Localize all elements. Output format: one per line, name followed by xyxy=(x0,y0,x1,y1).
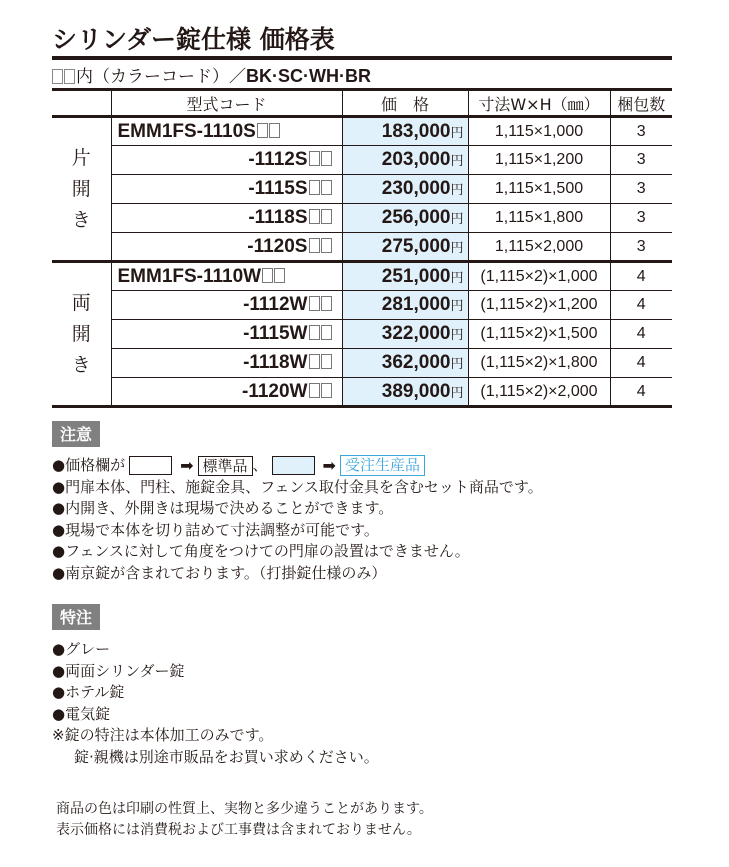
price-cell xyxy=(342,204,468,233)
table-row xyxy=(52,262,672,291)
table-row xyxy=(52,378,672,407)
price-cell xyxy=(342,233,468,262)
special-order-label: 特注 xyxy=(52,604,100,630)
package-count-cell: 3 xyxy=(610,204,672,233)
package-count-cell: 3 xyxy=(610,175,672,204)
footer-notes xyxy=(56,799,433,841)
price-table xyxy=(52,88,672,408)
price-value: 281,000 xyxy=(381,294,451,315)
title-rule xyxy=(52,56,672,60)
header-price: 価 格 xyxy=(342,90,468,117)
model-code-cell xyxy=(111,262,342,291)
model-code-cell xyxy=(111,146,342,175)
price-cell xyxy=(342,175,468,204)
color-placeholder-box xyxy=(321,325,332,340)
model-code: -1120W xyxy=(242,380,308,402)
price-cell xyxy=(342,291,468,320)
table-row xyxy=(52,146,672,175)
package-count-cell: 4 xyxy=(610,349,672,378)
footer-line: 表示価格には消費税および工事費は含まれておりません。 xyxy=(56,822,421,838)
header-model-code: 型式コード xyxy=(111,90,342,117)
model-code: -1120S xyxy=(247,235,308,257)
arrow-right-icon: ➡ xyxy=(180,456,194,475)
model-code: -1112W xyxy=(243,294,308,315)
color-placeholder-box xyxy=(309,180,320,195)
yen-unit: 円 xyxy=(450,183,464,198)
model-code-cell xyxy=(111,233,342,262)
model-code-cell xyxy=(111,349,342,378)
package-count-cell: 3 xyxy=(610,117,672,146)
price-value: 322,000 xyxy=(381,323,451,344)
color-placeholder-box xyxy=(52,69,63,84)
package-count-cell: 3 xyxy=(610,146,672,175)
yen-unit: 円 xyxy=(450,328,464,343)
special-item: ●電気錠 xyxy=(52,704,111,723)
model-code: -1118S xyxy=(248,207,308,228)
color-placeholder-box xyxy=(309,296,320,311)
yen-unit: 円 xyxy=(450,357,464,372)
color-code-values: BK·SC·WH·BR xyxy=(246,66,371,86)
header-package-count: 梱包数 xyxy=(610,90,672,117)
price-legend xyxy=(52,455,543,477)
group-label xyxy=(52,262,111,407)
color-placeholder-box xyxy=(274,268,285,283)
special-item: ●ホテル錠 xyxy=(52,683,125,701)
price-value: 256,000 xyxy=(381,207,451,228)
price-value: 251,000 xyxy=(381,265,451,287)
group-label-char: き xyxy=(71,208,91,231)
special-item: ●両面シリンダー錠 xyxy=(52,661,185,680)
arrow-right-icon: ➡ xyxy=(322,456,336,475)
legend-blue-box xyxy=(272,456,315,475)
table-row xyxy=(52,320,672,349)
model-code: EMM1FS-1110S xyxy=(117,120,256,142)
special-order-notes xyxy=(52,639,379,768)
table-header-row xyxy=(52,90,672,117)
table-row xyxy=(52,349,672,378)
group-label xyxy=(52,117,111,262)
table-row xyxy=(52,204,672,233)
price-value: 203,000 xyxy=(381,149,451,170)
color-placeholder-box xyxy=(309,209,320,224)
color-code-note xyxy=(52,62,371,87)
model-code-cell xyxy=(111,204,342,233)
page-title: シリンダー錠仕様 価格表 xyxy=(52,25,335,54)
size-cell: 1,115×1,200 xyxy=(468,146,610,175)
yen-unit: 円 xyxy=(450,240,464,256)
color-placeholder-box xyxy=(321,296,332,311)
table-row xyxy=(52,233,672,262)
table-row xyxy=(52,291,672,320)
legend-separator: 、 xyxy=(252,456,268,474)
group-label-char: 開 xyxy=(71,177,91,200)
model-code: -1115W xyxy=(243,323,308,344)
yen-unit: 円 xyxy=(450,154,464,169)
color-placeholder-box xyxy=(309,383,320,398)
color-placeholder-box xyxy=(321,151,332,166)
group-label-char: 開 xyxy=(71,322,91,345)
package-count-cell: 4 xyxy=(610,262,672,291)
model-code: EMM1FS-1110W xyxy=(117,265,262,287)
special-item: ※錠の特注は本体加工のみです。 xyxy=(52,726,274,744)
yen-unit: 円 xyxy=(450,125,464,141)
price-value: 230,000 xyxy=(381,178,451,199)
size-cell: 1,115×1,800 xyxy=(468,204,610,233)
package-count-cell: 3 xyxy=(610,233,672,262)
color-placeholder-box xyxy=(269,123,280,138)
caution-item: ●現場で本体を切り詰めて寸法調整が可能です。 xyxy=(52,520,379,539)
legend-prefix: ●価格欄が xyxy=(52,456,126,474)
size-cell: (1,115×2)×1,000 xyxy=(468,262,610,291)
size-cell: 1,115×2,000 xyxy=(468,233,610,262)
header-size: 寸法W×H（㎜） xyxy=(468,90,610,117)
table-row xyxy=(52,175,672,204)
caution-notes xyxy=(52,455,543,584)
price-value: 183,000 xyxy=(381,120,451,142)
yen-unit: 円 xyxy=(450,385,464,401)
footer-line: 商品の色は印刷の性質上、実物と多少違うことがあります。 xyxy=(56,801,433,817)
color-placeholder-box xyxy=(262,268,273,283)
model-code-cell xyxy=(111,320,342,349)
caution-item: ●内開き、外開きは現場で決めることができます。 xyxy=(52,499,394,517)
package-count-cell: 4 xyxy=(610,320,672,349)
color-placeholder-box xyxy=(64,69,75,84)
color-placeholder-box xyxy=(321,383,332,398)
size-cell: 1,115×1,000 xyxy=(468,117,610,146)
header-group xyxy=(52,90,111,117)
color-placeholder-box xyxy=(321,180,332,195)
model-code-cell xyxy=(111,175,342,204)
color-placeholder-box xyxy=(321,209,332,224)
price-cell xyxy=(342,117,468,146)
size-cell: (1,115×2)×1,500 xyxy=(468,320,610,349)
color-placeholder-box xyxy=(309,151,320,166)
price-cell xyxy=(342,146,468,175)
caution-item: ●南京錠が含まれております。（打掛錠仕様のみ） xyxy=(52,563,387,582)
yen-unit: 円 xyxy=(450,299,464,314)
color-placeholder-box xyxy=(257,123,268,138)
price-cell xyxy=(342,349,468,378)
model-code-cell xyxy=(111,378,342,407)
model-code: -1118W xyxy=(243,352,308,373)
color-placeholder-box xyxy=(309,325,320,340)
color-code-prefix: 内（カラーコード）／ xyxy=(76,67,246,87)
price-value: 389,000 xyxy=(381,380,451,402)
yen-unit: 円 xyxy=(450,212,464,227)
model-code: -1115S xyxy=(248,178,308,199)
color-placeholder-box xyxy=(309,354,320,369)
color-placeholder-box xyxy=(321,354,332,369)
group-label-char: 片 xyxy=(71,146,91,169)
size-cell: (1,115×2)×1,200 xyxy=(468,291,610,320)
price-value: 275,000 xyxy=(381,235,451,257)
price-cell xyxy=(342,320,468,349)
legend-white-box xyxy=(129,456,172,475)
price-value: 362,000 xyxy=(381,352,451,373)
price-cell xyxy=(342,378,468,407)
package-count-cell: 4 xyxy=(610,291,672,320)
table-row xyxy=(52,117,672,146)
color-placeholder-box xyxy=(309,238,320,253)
made-to-order-tag: 受注生産品 xyxy=(340,455,425,476)
size-cell: (1,115×2)×1,800 xyxy=(468,349,610,378)
standard-product-tag: 標準品 xyxy=(198,456,253,476)
caution-item: ●門扉本体、門柱、施錠金具、フェンス取付金具を含むセット商品です。 xyxy=(52,477,543,496)
color-placeholder-box xyxy=(321,238,332,253)
package-count-cell: 4 xyxy=(610,378,672,407)
caution-item: ●フェンスに対して角度をつけての門扉の設置はできません。 xyxy=(52,542,470,560)
size-cell: (1,115×2)×2,000 xyxy=(468,378,610,407)
yen-unit: 円 xyxy=(450,270,464,286)
size-cell: 1,115×1,500 xyxy=(468,175,610,204)
caution-label: 注意 xyxy=(52,421,100,447)
model-code-cell xyxy=(111,117,342,146)
price-cell xyxy=(342,262,468,291)
group-label-char: き xyxy=(71,353,91,376)
group-label-char: 両 xyxy=(71,291,91,314)
special-item: ●グレー xyxy=(52,640,111,658)
model-code-cell xyxy=(111,291,342,320)
model-code: -1112S xyxy=(248,149,308,170)
special-sub-note: 錠·親機は別途市販品をお買い求めください。 xyxy=(74,747,379,766)
